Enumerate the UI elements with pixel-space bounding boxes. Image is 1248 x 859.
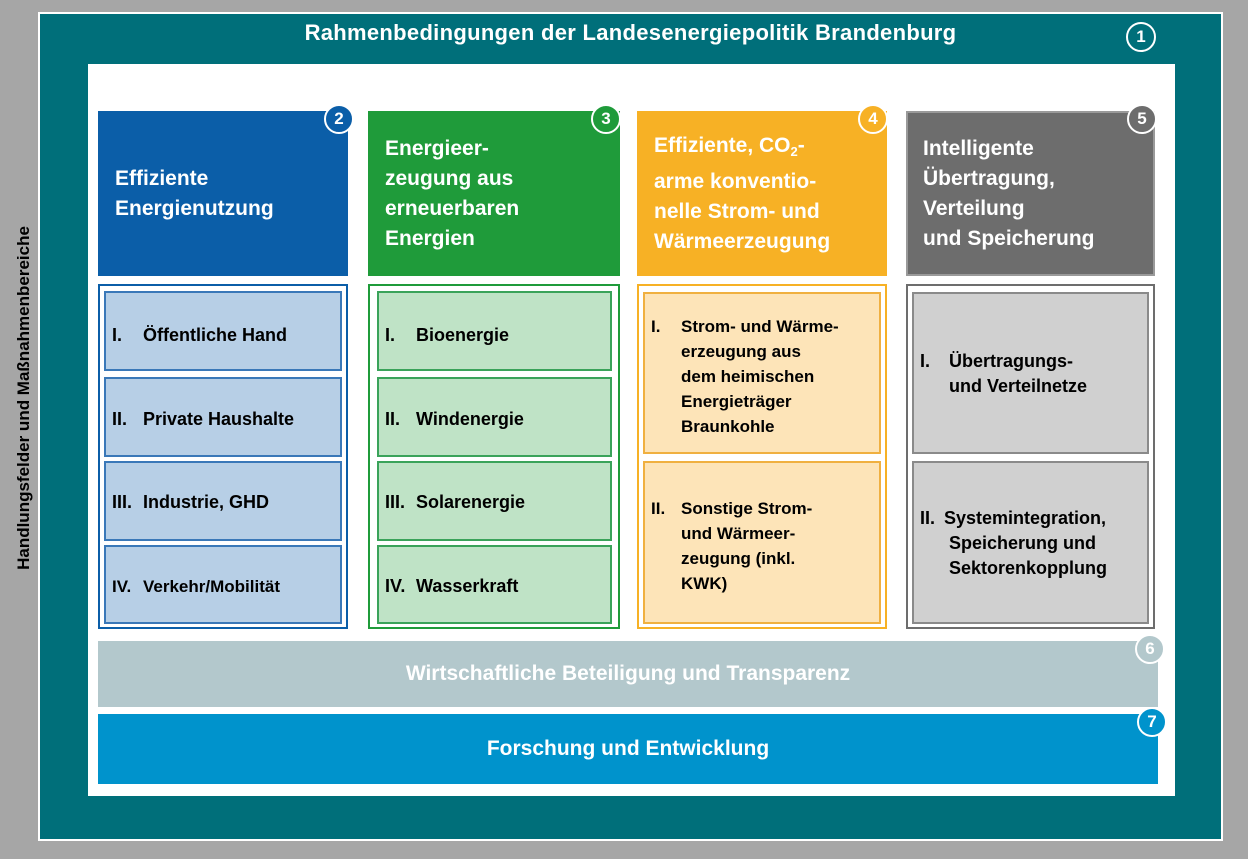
item-number: III. [112, 492, 133, 512]
item-line: Speicherung und [949, 533, 1097, 553]
subscript-2: 2 [790, 143, 798, 159]
item-text: Öffentliche Hand [143, 325, 288, 345]
header-line: erneuerbaren [385, 196, 520, 220]
list-item [104, 291, 342, 371]
item-text [944, 506, 1107, 581]
side-label-text: Handlungsfelder und Maßnahmenbereiche [14, 226, 33, 570]
item-number: II. [112, 409, 128, 429]
header-line: Verteilung [923, 196, 1025, 220]
list-item [377, 461, 612, 541]
item-number: I. [651, 317, 661, 336]
header-line: Energien [385, 226, 475, 250]
item-number: II. [651, 499, 666, 518]
item-text [949, 349, 1087, 399]
list-item [377, 291, 612, 371]
item-number: IV. [112, 577, 132, 596]
list-item [643, 461, 881, 624]
header-line: Wärmeerzeugung [654, 229, 831, 253]
header-line: Energienutzung [115, 196, 274, 220]
item-line: Strom- und Wärme- [681, 317, 839, 336]
item-line: Sektorenkopplung [949, 558, 1108, 578]
item-line: und Verteilnetze [949, 376, 1088, 396]
band-research: Forschung und Entwicklung [98, 714, 1158, 784]
item-line: erzeugung aus [681, 342, 801, 361]
header-line [654, 131, 887, 167]
badge-1: 1 [1126, 22, 1156, 52]
item-text [681, 496, 812, 596]
item-number: III. [385, 492, 406, 512]
item-number: IV. [385, 576, 406, 596]
list-item [104, 545, 342, 624]
badge-6: 6 [1135, 634, 1165, 664]
main-title: Rahmenbedingungen der Landesenergiepolitik Brandenburg [304, 20, 957, 45]
item-text: Verkehr/Mobilität [143, 577, 280, 596]
item-text: Windenergie [416, 409, 524, 429]
item-line: Energieträger [681, 392, 792, 411]
list-item [912, 461, 1149, 624]
item-text [681, 314, 839, 439]
list-item [377, 545, 612, 624]
header-line: Effiziente [115, 166, 209, 190]
header-line: Intelligente [923, 136, 1034, 160]
item-line: Sonstige Strom- [681, 499, 813, 518]
item-line: zeugung (inkl. [681, 549, 796, 568]
list-item [377, 377, 612, 457]
item-number: II. [920, 508, 936, 528]
item-number: II. [385, 409, 401, 429]
header-line: nelle Strom- und [654, 199, 820, 223]
list-item [104, 377, 342, 457]
item-text: Bioenergie [416, 325, 510, 345]
badge-3: 3 [591, 104, 621, 134]
list-item [912, 292, 1149, 454]
header-efficient-use [98, 111, 348, 276]
item-line: dem heimischen [681, 367, 815, 386]
item-text: Industrie, GHD [143, 492, 270, 512]
list-item [643, 292, 881, 454]
item-number: I. [112, 325, 123, 345]
item-line: Übertragungs- [949, 351, 1074, 371]
list-item [104, 461, 342, 541]
header-line-co2: Effiziente, $CO_2-$ [654, 133, 805, 159]
header-line: und Speicherung [923, 226, 1095, 250]
badge-4: 4 [858, 104, 888, 134]
header-conventional [637, 111, 887, 276]
badge-2: 2 [324, 104, 354, 134]
band-economic-participation: Wirtschaftliche Beteiligung und Transparenz [98, 641, 1158, 707]
item-text: Solarenergie [416, 492, 526, 512]
header-renewables [368, 111, 620, 276]
item-number: I. [920, 351, 931, 371]
header-line: Energieer- [385, 136, 489, 160]
header-line: zeugung aus [385, 166, 514, 190]
badge-7: 7 [1137, 707, 1167, 737]
item-line: Systemintegration, [944, 508, 1107, 528]
item-text: Wasserkraft [416, 576, 519, 596]
header-line: Übertragung, [923, 166, 1055, 190]
header-grid-storage [906, 111, 1155, 276]
item-line: KWK) [681, 574, 728, 593]
item-text: Private Haushalte [143, 409, 295, 429]
item-line: Braunkohle [681, 417, 775, 436]
badge-5: 5 [1127, 104, 1157, 134]
header-line: arme konventio- [654, 169, 817, 193]
item-line: und Wärmeer- [681, 524, 796, 543]
item-number: I. [385, 325, 396, 345]
